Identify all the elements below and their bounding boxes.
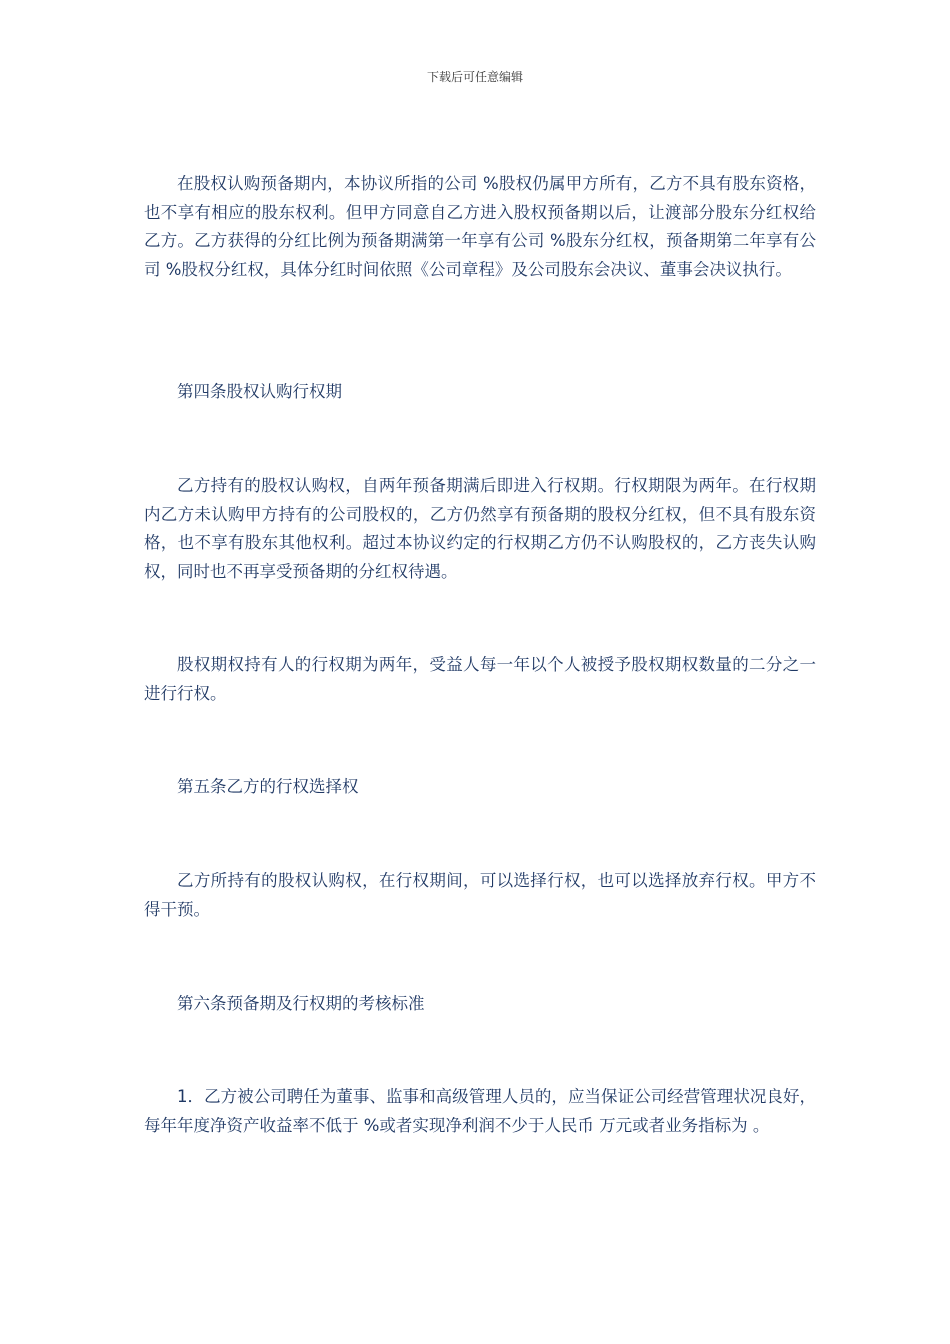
paragraph-exercise-ratio: 股权期权持有人的行权期为两年，受益人每一年以个人被授予股权期权数量的二分之一进行行权。: [144, 655, 816, 703]
paragraph-assessment-standard: 1．乙方被公司聘任为董事、监事和高级管理人员的，应当保证公司经营管理状况良好，每年年度净资产收益率不低于 %或者实现净利润不少于人民币 万元或者业务指标为 。: [144, 1087, 816, 1135]
page-header-note: 下载后可任意编辑: [426, 70, 523, 84]
paragraph-exercise-period: 乙方持有的股权认购权，自两年预备期满后即进入行权期。行权期限为两年。在行权期内乙方未认购甲方持有的公司股权的，乙方仍然享有预备期的股权分红权，但不具有股东资格，也不享有股东其他权利。超过本协议约定的行权期乙方仍不认购股权的，乙方丧失认购权，同时也不再享受预备期的分红权待遇。: [144, 476, 816, 582]
paragraph-dividend-rights: 在股权认购预备期内，本协议所指的公司 %股权仍属甲方所有，乙方不具有股东资格，也不享有相应的股东权利。但甲方同意自乙方进入股权预备期以后，让渡部分股东分红权给乙方。乙方获得的分红比例为预备期满第一年享有公司 %股东分红权，预备期第二年享有公司 %股权分红权，具体分红时间依照《公司章程》及公司股东会决议、董事会决议执行。: [144, 174, 816, 280]
heading-article-5: 第五条乙方的行权选择权: [177, 777, 359, 796]
heading-article-6: 第六条预备期及行权期的考核标准: [177, 994, 425, 1013]
paragraph-exercise-choice: 乙方所持有的股权认购权，在行权期间，可以选择行权，也可以选择放弃行权。甲方不得干预。: [144, 871, 816, 919]
heading-article-4: 第四条股权认购行权期: [177, 382, 342, 401]
